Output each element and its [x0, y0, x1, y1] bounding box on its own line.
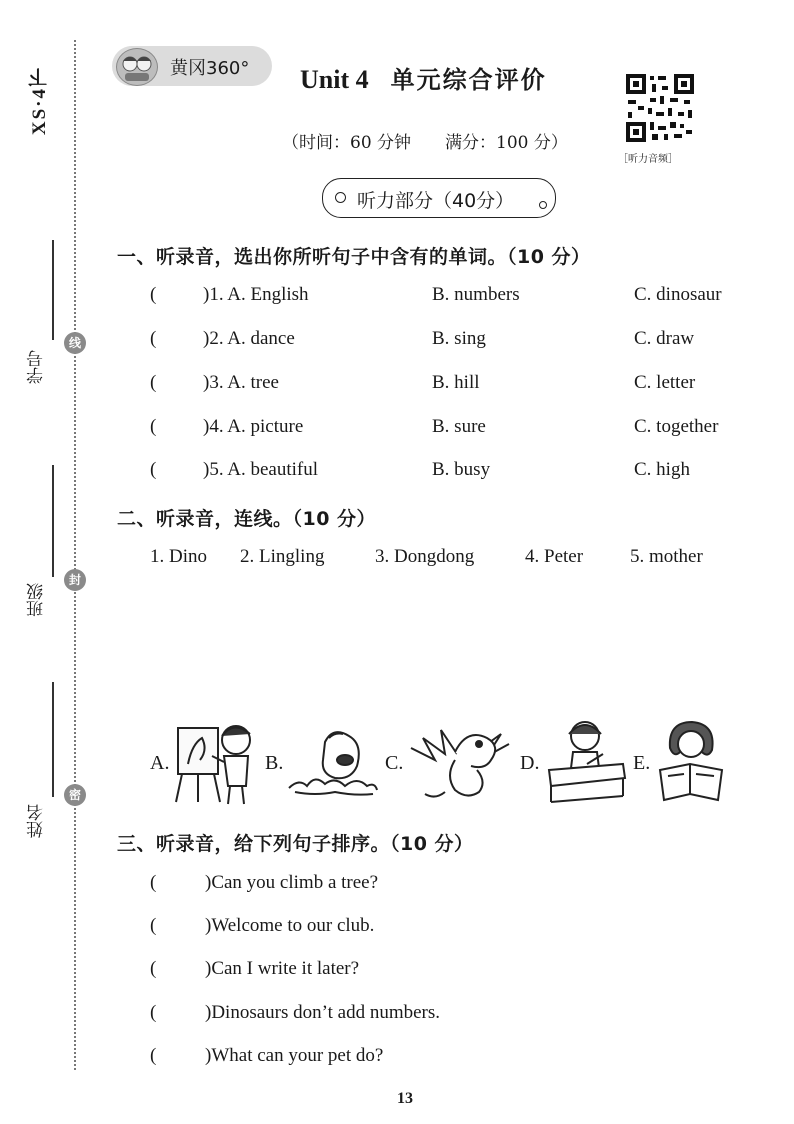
- name-item: 2. Lingling: [240, 546, 325, 567]
- sentence: )Can I write it later?: [205, 958, 360, 979]
- qr-code-icon[interactable]: [624, 72, 696, 144]
- student-number-line: [52, 240, 54, 340]
- woman-reading-picture: [656, 718, 726, 804]
- answer-paren: (: [150, 1045, 157, 1066]
- q3-row-1: [150, 872, 379, 894]
- option-b: B. hill: [432, 372, 480, 393]
- class-field: [16, 465, 56, 625]
- answer-paren: (: [150, 328, 157, 349]
- q1-heading: 一、听录音，选出你所听句子中含有的单词。（10 分）: [117, 246, 591, 268]
- option-b: B. busy: [432, 459, 491, 480]
- q3-row-4: [150, 1002, 441, 1024]
- name-item: 3. Dongdong: [375, 546, 475, 567]
- picture-label: B.: [265, 752, 284, 774]
- answer-paren: (: [150, 284, 157, 305]
- title-chinese: 单元综合评价: [390, 66, 547, 94]
- sentence: )What can your pet do?: [205, 1045, 384, 1066]
- student-number-field: [16, 240, 56, 390]
- q2-heading: 二、听录音，连线。（10 分）: [117, 508, 377, 530]
- sentence: )Welcome to our club.: [205, 915, 375, 936]
- option-a: )4. A. picture: [203, 416, 304, 437]
- seal-line: 线: [64, 332, 86, 354]
- seal-secret: 密: [64, 784, 86, 806]
- q1-row-4: [150, 416, 719, 438]
- answer-paren: (: [150, 1002, 157, 1023]
- sentence: )Can you climb a tree?: [205, 872, 379, 893]
- picture-label: A.: [150, 752, 170, 774]
- q3-row-3: [150, 958, 360, 980]
- option-c: C. dinosaur: [634, 284, 722, 305]
- q3-heading: 三、听录音，给下列句子排序。（10 分）: [117, 833, 474, 855]
- brand-logo-icon: [116, 48, 158, 86]
- option-a: )2. A. dance: [203, 328, 295, 349]
- answer-paren: (: [150, 915, 157, 936]
- name-item: 1. Dino: [150, 546, 207, 567]
- q3-row-2: [150, 915, 375, 937]
- page-number: 13: [397, 1090, 413, 1107]
- name-item: 4. Peter: [525, 546, 584, 567]
- student-number-label: 学号: [27, 350, 47, 384]
- option-a: )1. A. English: [203, 284, 309, 305]
- picture-label: D.: [520, 752, 540, 774]
- binding-dotted-line: [74, 40, 76, 1070]
- qr-caption: ［听力音频］: [618, 154, 678, 165]
- dragon-dinosaur-picture: [405, 720, 515, 806]
- q3-row-5: [150, 1045, 384, 1067]
- answer-paren: (: [150, 459, 157, 480]
- title-unit: Unit 4: [300, 65, 369, 94]
- listening-section-banner: [322, 178, 556, 218]
- option-c: C. together: [634, 416, 719, 437]
- ring-small-icon: [539, 201, 547, 209]
- ring-icon: [335, 192, 346, 203]
- option-b: B. numbers: [432, 284, 520, 305]
- girl-writing-picture: [545, 716, 627, 806]
- option-c: C. high: [634, 459, 690, 480]
- series-code: XS·4下: [29, 66, 50, 136]
- buried-figure-picture: [285, 722, 380, 800]
- answer-paren: (: [150, 872, 157, 893]
- answer-paren: (: [150, 958, 157, 979]
- picture-label: E.: [633, 752, 651, 774]
- option-c: C. letter: [634, 372, 696, 393]
- name-line: [52, 682, 54, 797]
- name-label: 姓名: [27, 804, 47, 838]
- option-b: B. sing: [432, 328, 486, 349]
- picture-label: C.: [385, 752, 404, 774]
- section-label: 听力部分（40分）: [357, 190, 515, 212]
- brand-name: 黄冈360°: [170, 58, 250, 79]
- q1-row-2: [150, 328, 695, 350]
- seal-seal: 封: [64, 569, 86, 591]
- q1-row-5: [150, 459, 690, 481]
- sentence: )Dinosaurs don’t add numbers.: [205, 1002, 441, 1023]
- q1-row-3: [150, 372, 696, 394]
- option-a: )5. A. beautiful: [203, 459, 319, 480]
- answer-paren: (: [150, 372, 157, 393]
- answer-paren: (: [150, 416, 157, 437]
- page-title: [300, 60, 547, 95]
- exam-info: （时间：60 分钟 满分：100 分）: [282, 133, 568, 153]
- option-a: )3. A. tree: [203, 372, 279, 393]
- option-c: C. draw: [634, 328, 695, 349]
- name-field: [16, 682, 56, 842]
- name-item: 5. mother: [630, 546, 703, 567]
- class-label: 班级: [27, 583, 47, 617]
- class-line: [52, 465, 54, 577]
- option-b: B. sure: [432, 416, 486, 437]
- boy-painting-picture: [172, 716, 260, 808]
- q1-row-1: [150, 284, 722, 306]
